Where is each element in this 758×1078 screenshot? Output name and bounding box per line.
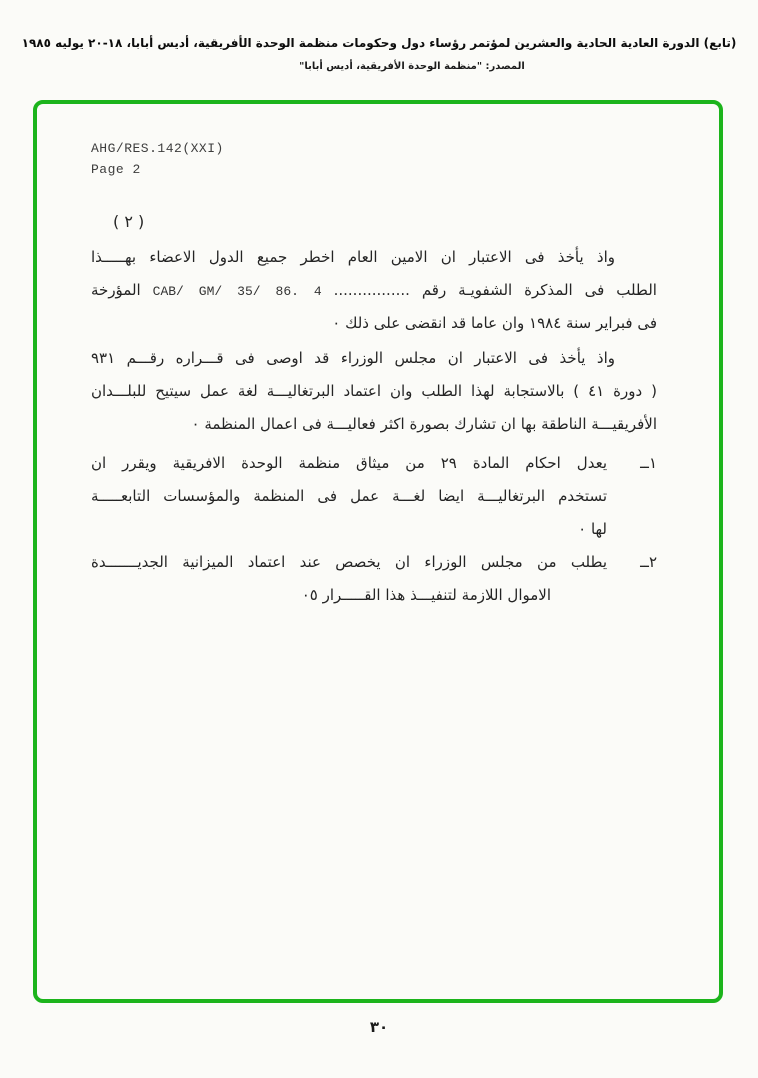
item-body (91, 546, 607, 612)
text-line: الأفريقيـــة الناطقة بها ان تشارك بصورة اكثر فعاليـــة فى اعمال المنظمة ٠ (191, 415, 657, 433)
preamble-paragraph-2 (91, 342, 657, 441)
text-line: لها ٠ (578, 520, 607, 538)
operative-item-1 (91, 447, 657, 546)
doc-page-label: Page 2 (91, 162, 141, 177)
text-line: واذ يأخذ فى الاعتبار ان الامين العام اخطر جميع الدول الاعضاء بهـــــذا (91, 248, 615, 266)
text-line: واذ يأخذ فى الاعتبار ان مجلس الوزراء قد اوصى فى قـــراره رقـــم ٩٣١ (91, 349, 615, 367)
note-verbale-reference: CAB/ GM/ 35/ 86. 4 (152, 284, 322, 299)
operative-list (91, 447, 657, 612)
header-source-line: المصدر: "منظمة الوحدة الأفريقية، أديس أبابا" (299, 61, 525, 72)
section-marker: ( ٢ ) (113, 212, 145, 231)
header-title: (تابع) الدورة العادية الحادية والعشرين لمؤتمر رؤساء دول وحكومات منظمة الوحدة الأفريقية، أديس أبابا، ١٨-٢٠ يوليه ١٩٨٥ (21, 36, 737, 50)
text-line: الاموال اللازمة لتنفيـــذ هذا القـــــرار ٠٥ (301, 586, 551, 604)
item-number: ٢ــ (640, 553, 657, 571)
text-run: المؤرخة (91, 281, 141, 299)
doc-reference-block (91, 138, 657, 180)
page-number: ٣٠ (369, 1018, 389, 1036)
text-line: تستخدم البرتغاليـــة ايضا لغـــة عمل فى المنظمة والمؤسسات التابعـــــة (91, 487, 607, 505)
doc-reference: AHG/RES.142(XXI) (91, 141, 224, 156)
preamble-paragraph-1 (91, 241, 657, 340)
document-body (37, 104, 719, 999)
item-number: ١ــ (640, 454, 657, 472)
item-body (91, 447, 607, 546)
text-line: ( دورة ٤١ ) بالاستجابة لهذا الطلب وان اعتماد البرتغاليـــة لغة عمل سيتيح للبلـــدان (91, 382, 657, 400)
text-line-mixed (91, 274, 657, 307)
text-line: يطلب من مجلس الوزراء ان يخصص عند اعتماد الميزانية الجديـــــــدة (91, 553, 607, 571)
document-frame (33, 100, 723, 1003)
text-line: يعدل احكام المادة ٢٩ من ميثاق منظمة الوحدة الافريقية ويقرر ان (91, 454, 607, 472)
operative-item-2 (91, 546, 657, 612)
dotted-leader: ................ (333, 281, 410, 299)
text-line: فى فبراير سنة ١٩٨٤ وان عاما قد انقضى على ذلك ٠ (332, 314, 657, 332)
text-run: الطلب فى المذكرة الشفويـة رقم (421, 281, 657, 299)
